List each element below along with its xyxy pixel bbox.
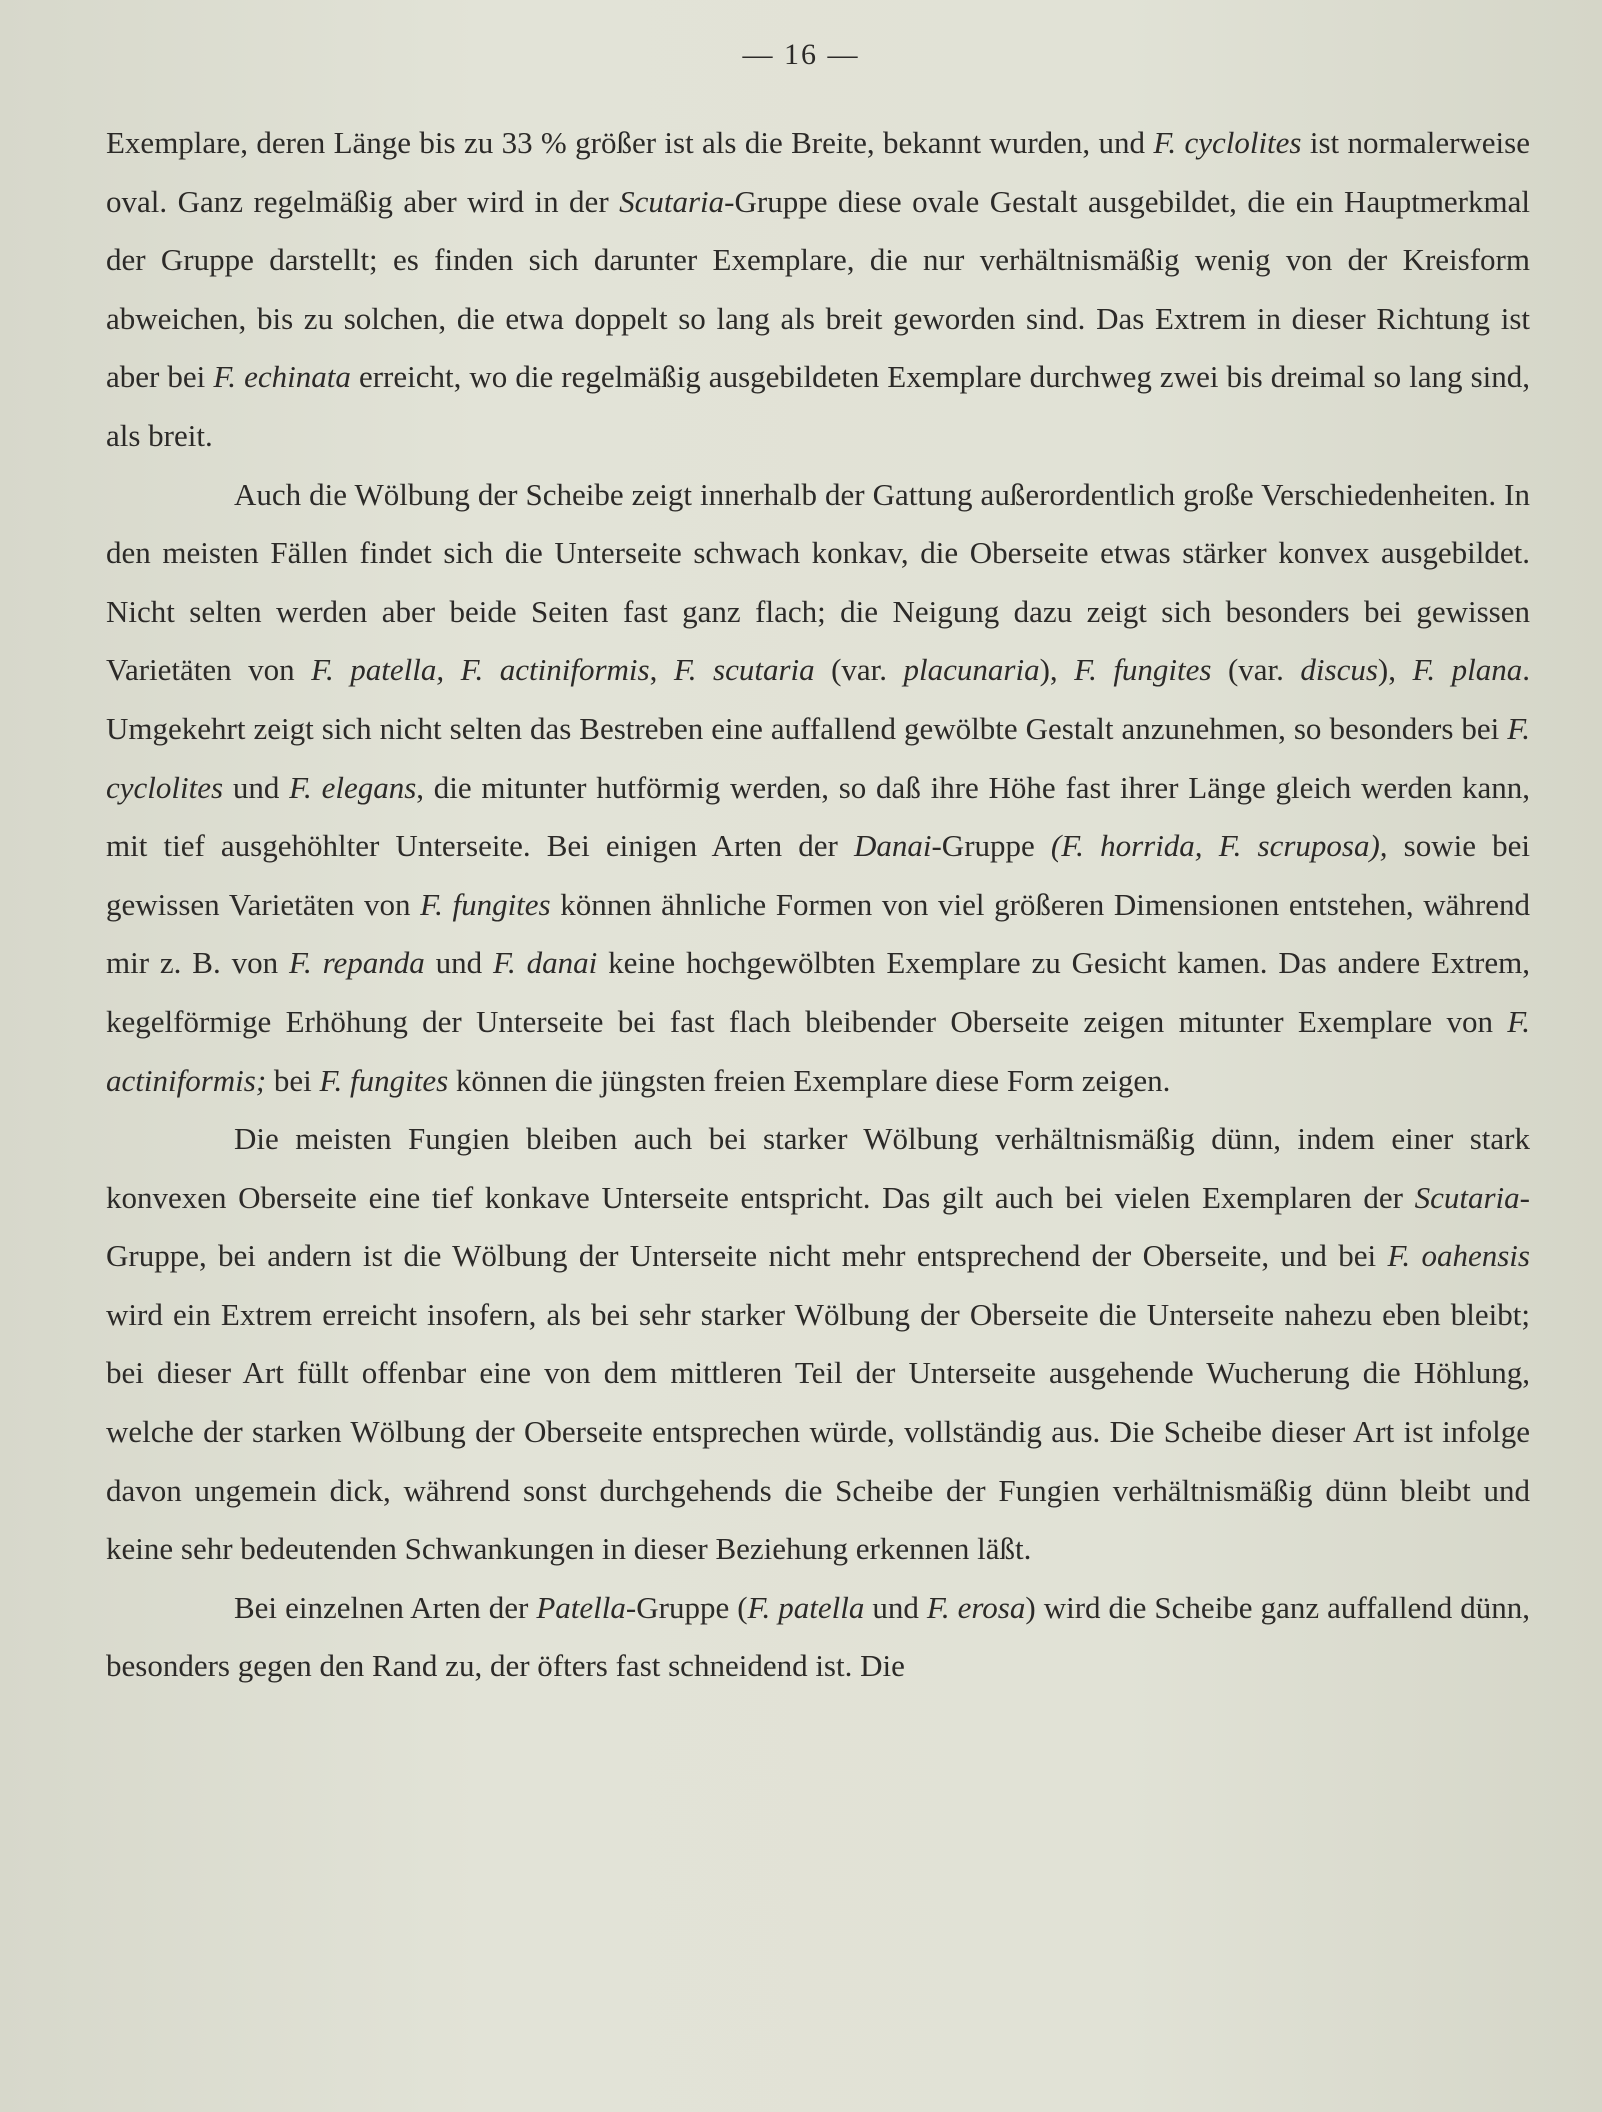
text-run: (var. [1211,652,1301,688]
text-run: Exemplare, deren Länge bis zu 33 % größer ist als die Breite, bekannt wurden, und [106,125,1154,160]
italic-text-run: F. patella [747,1589,865,1625]
italic-text-run: F. fungites [1074,652,1212,688]
italic-text-run: F. elegans [289,769,417,805]
italic-text-run: Scutaria [1414,1179,1520,1215]
text-run: keine hochgewölbten Exemplare zu Gesicht kamen. Das andere Extrem, kegelförmige Erhöhung der Unterseite bei fast flach bleibender Oberseite zeigen mitunter Exemplare von [106,945,1530,1039]
text-run: Auch die Wölbung der Scheibe zeigt innerhalb der Gattung außerordentlich große Verschiedenheiten. In den meisten Fällen findet sich die Unterseite schwach konkav, die Oberseite etwas stärker konvex ausgebildet. Nicht selten werden aber beide Seiten fast ganz flach; die Neigung dazu zeigt sich besonders bei gewissen Varietäten von [106,476,1530,688]
italic-text-run: Scutaria [619,183,725,219]
text-run: erreicht, wo die regelmäßig ausgebildeten Exemplare durchweg zwei bis dreimal so lang sind, als breit. [106,359,1531,453]
page-number: — 16 — [742,38,860,71]
text-run: (var. [814,652,904,688]
italic-text-run: F. cyclolites [106,710,1530,805]
italic-text-run: Danai [853,828,932,864]
italic-text-run: F. erosa [926,1589,1026,1625]
text-run: -Gruppe, bei andern ist die Wölbung der Unterseite nicht mehr entsprechend der Oberseite, und bei [106,1179,1530,1274]
text-run: ), [1377,652,1413,688]
text-run: , die mitunter hutförmig werden, so daß ihre Höhe fast ihrer Länge gleich werden kann, mit tief ausgehöhlter Unterseite. Bei einigen Arten der [106,769,1531,864]
text-run: ) wird die Scheibe ganz auffallend dünn, besonders gegen den Rand zu, der öfters fast schneidend ist. Die [106,1589,1530,1684]
italic-text-run: discus [1300,652,1378,688]
italic-text-run: F. fungites [319,1062,449,1098]
text-run: Bei einzelnen Arten der [234,1589,537,1625]
paragraph [106,1110,1530,1579]
text-run: -Gruppe ( [625,1589,748,1625]
text-run: können ähnliche Formen von viel größeren Dimensionen entstehen, während mir z. B. von [106,886,1530,981]
text-run: und [424,945,493,981]
text-run: . Umgekehrt zeigt sich nicht selten das Bestreben eine auffallend gewölbte Gestalt anzunehmen, so besonders bei [106,652,1530,746]
text-run: sowie bei gewissen Varietäten von [106,828,1531,922]
text-run: -Gruppe diese ovale Gestalt ausgebildet, die ein Hauptmerkmal der Gruppe darstellt; es finden sich darunter Exemplare, die nur verhältnismäßig wenig von der Kreisform abweichen, bis zu solchen, die etwa doppelt so lang als breit geworden sind. Das Extrem in dieser Richtung ist aber bei [106,183,1530,395]
text-run: bei [266,1062,320,1098]
italic-text-run: F. actiniformis; [106,1003,1530,1098]
italic-text-run: placunaria [903,652,1040,688]
italic-text-run: Patella [536,1589,626,1625]
text-run: Die meisten Fungien bleiben auch bei starker Wölbung verhältnismäßig dünn, indem einer stark konvexen Oberseite eine tief konkave Unterseite entspricht. Das gilt auch bei vielen Exemplaren der [106,1121,1530,1215]
paragraph [106,466,1530,1111]
italic-text-run: (F. horrida, F. scruposa), [1050,828,1388,864]
italic-text-run: F. cyclolites [1153,125,1302,160]
text-run: ist normalerweise oval. Ganz regelmäßig aber wird in der [106,125,1530,219]
italic-text-run: F. scutaria [673,652,815,688]
text-run: und [223,769,290,805]
text-run: können die jüngsten freien Exemplare diese Form zeigen. [448,1062,1171,1098]
italic-text-run: F. danai [493,945,598,981]
text-run: und [864,1589,927,1625]
body-text [106,114,1530,1696]
paragraph [106,114,1530,466]
paragraph [106,1579,1530,1696]
text-run: -Gruppe [931,828,1051,864]
italic-text-run: F. oahensis [1387,1238,1530,1274]
italic-text-run: F. plana [1412,652,1523,688]
italic-text-run: F. fungites [420,886,551,922]
text-run: wird ein Extrem erreicht insofern, als bei sehr starker Wölbung der Oberseite die Unterseite nahezu eben bleibt; bei dieser Art füllt offenbar eine von dem mittleren Teil der Unterseite ausgehende Wucherung die Höhlung, welche der starken Wölbung der Oberseite entsprechen würde, vollständig aus. Die Scheibe dieser Art ist infolge davon ungemein dick, während sonst durchgehends die Scheibe der Fungien verhältnismäßig dünn bleibt und keine sehr bedeutenden Schwankungen in dieser Beziehung erkennen läßt. [106,1296,1530,1567]
italic-text-run: F. repanda [289,945,425,981]
italic-text-run: F. echinata [213,359,351,395]
text-run: ), [1039,652,1075,688]
text-run: , [649,652,674,688]
italic-text-run: F. patella, F. actiniformis [311,652,650,688]
